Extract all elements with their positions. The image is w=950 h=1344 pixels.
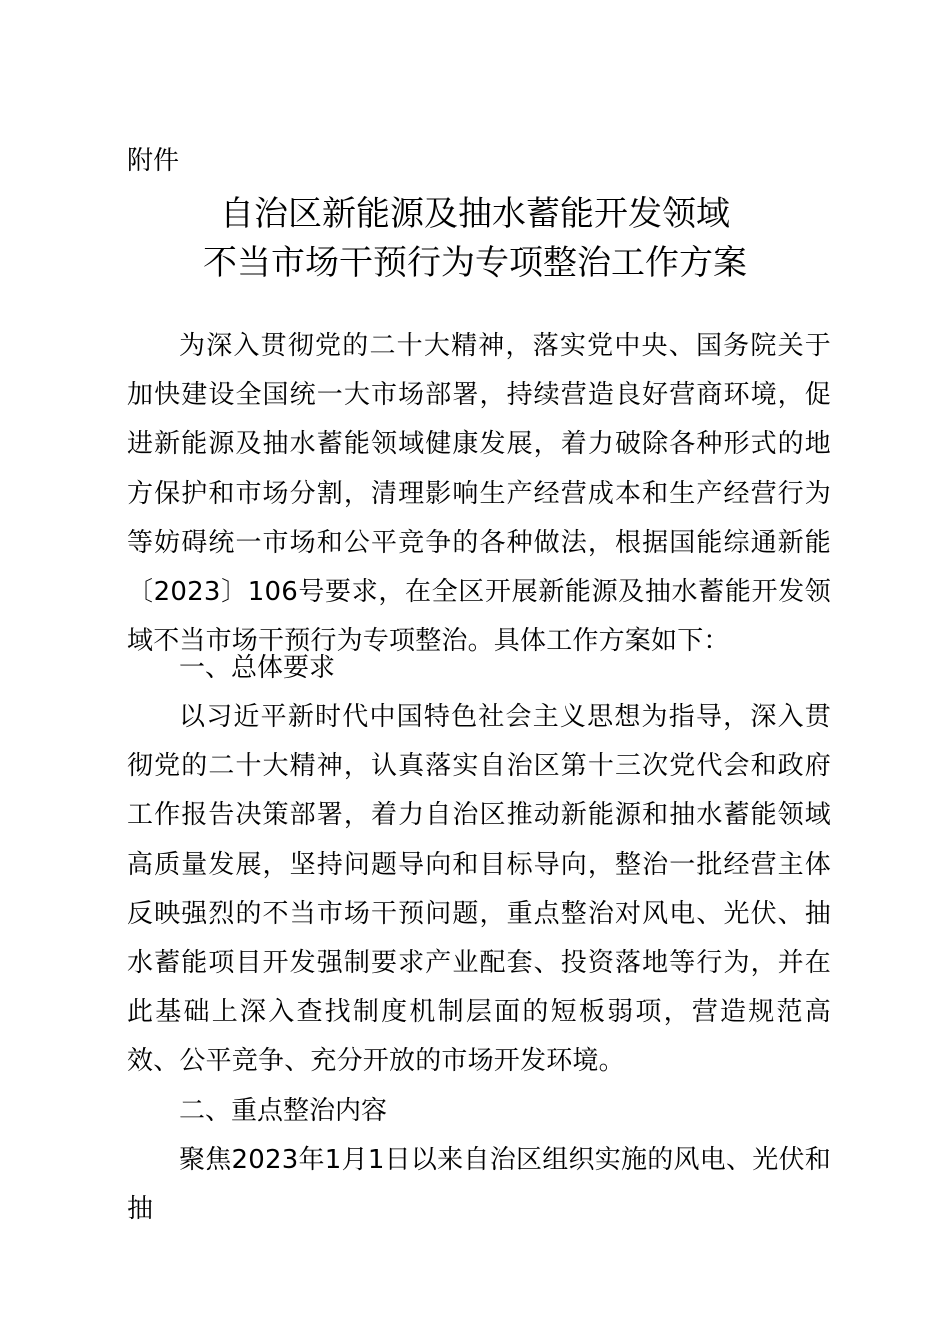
document-title-line-2: 不当市场干预行为专项整治工作方案	[203, 243, 747, 283]
section-heading-key-rectification: 二、重点整治内容	[179, 1096, 388, 1126]
section-heading-general-requirements: 一、总体要求	[179, 653, 336, 683]
attachment-label: 附件	[127, 146, 180, 176]
intro-paragraph: 为深入贯彻党的二十大精神，落实党中央、国务院关于加快建设全国统一大市场部署，持续营造良好营商环境，促进新能源及抽水蓄能领域健康发展，着力破除各种形式的地方保护和市场分割，清理影响生产经营成本和生产经营行为等妨碍统一市场和公平竞争的各种做法，根据国能综通新能〔2023〕106号要求，在全区开展新能源及抽水蓄能开发领域不当市场干预行为专项整治。具体工作方案如下：	[127, 331, 831, 657]
general-requirements-paragraph: 以习近平新时代中国特色社会主义思想为指导，深入贯彻党的二十大精神，认真落实自治区第十三次党代会和政府工作报告决策部署，着力自治区推动新能源和抽水蓄能领域高质量发展，坚持问题导向和目标导向，整治一批经营主体反映强烈的不当市场干预问题，重点整治对风电、光伏、抽水蓄能项目开发强制要求产业配套、投资落地等行为，并在此基础上深入查找制度机制层面的短板弱项，营造规范高效、公平竞争、充分开放的市场开发环境。	[127, 702, 831, 1077]
key-rectification-paragraph: 聚焦2023年1月1日以来自治区组织实施的风电、光伏和抽	[127, 1145, 831, 1225]
document-title-line-1: 自治区新能源及抽水蓄能开发领域	[220, 194, 730, 234]
